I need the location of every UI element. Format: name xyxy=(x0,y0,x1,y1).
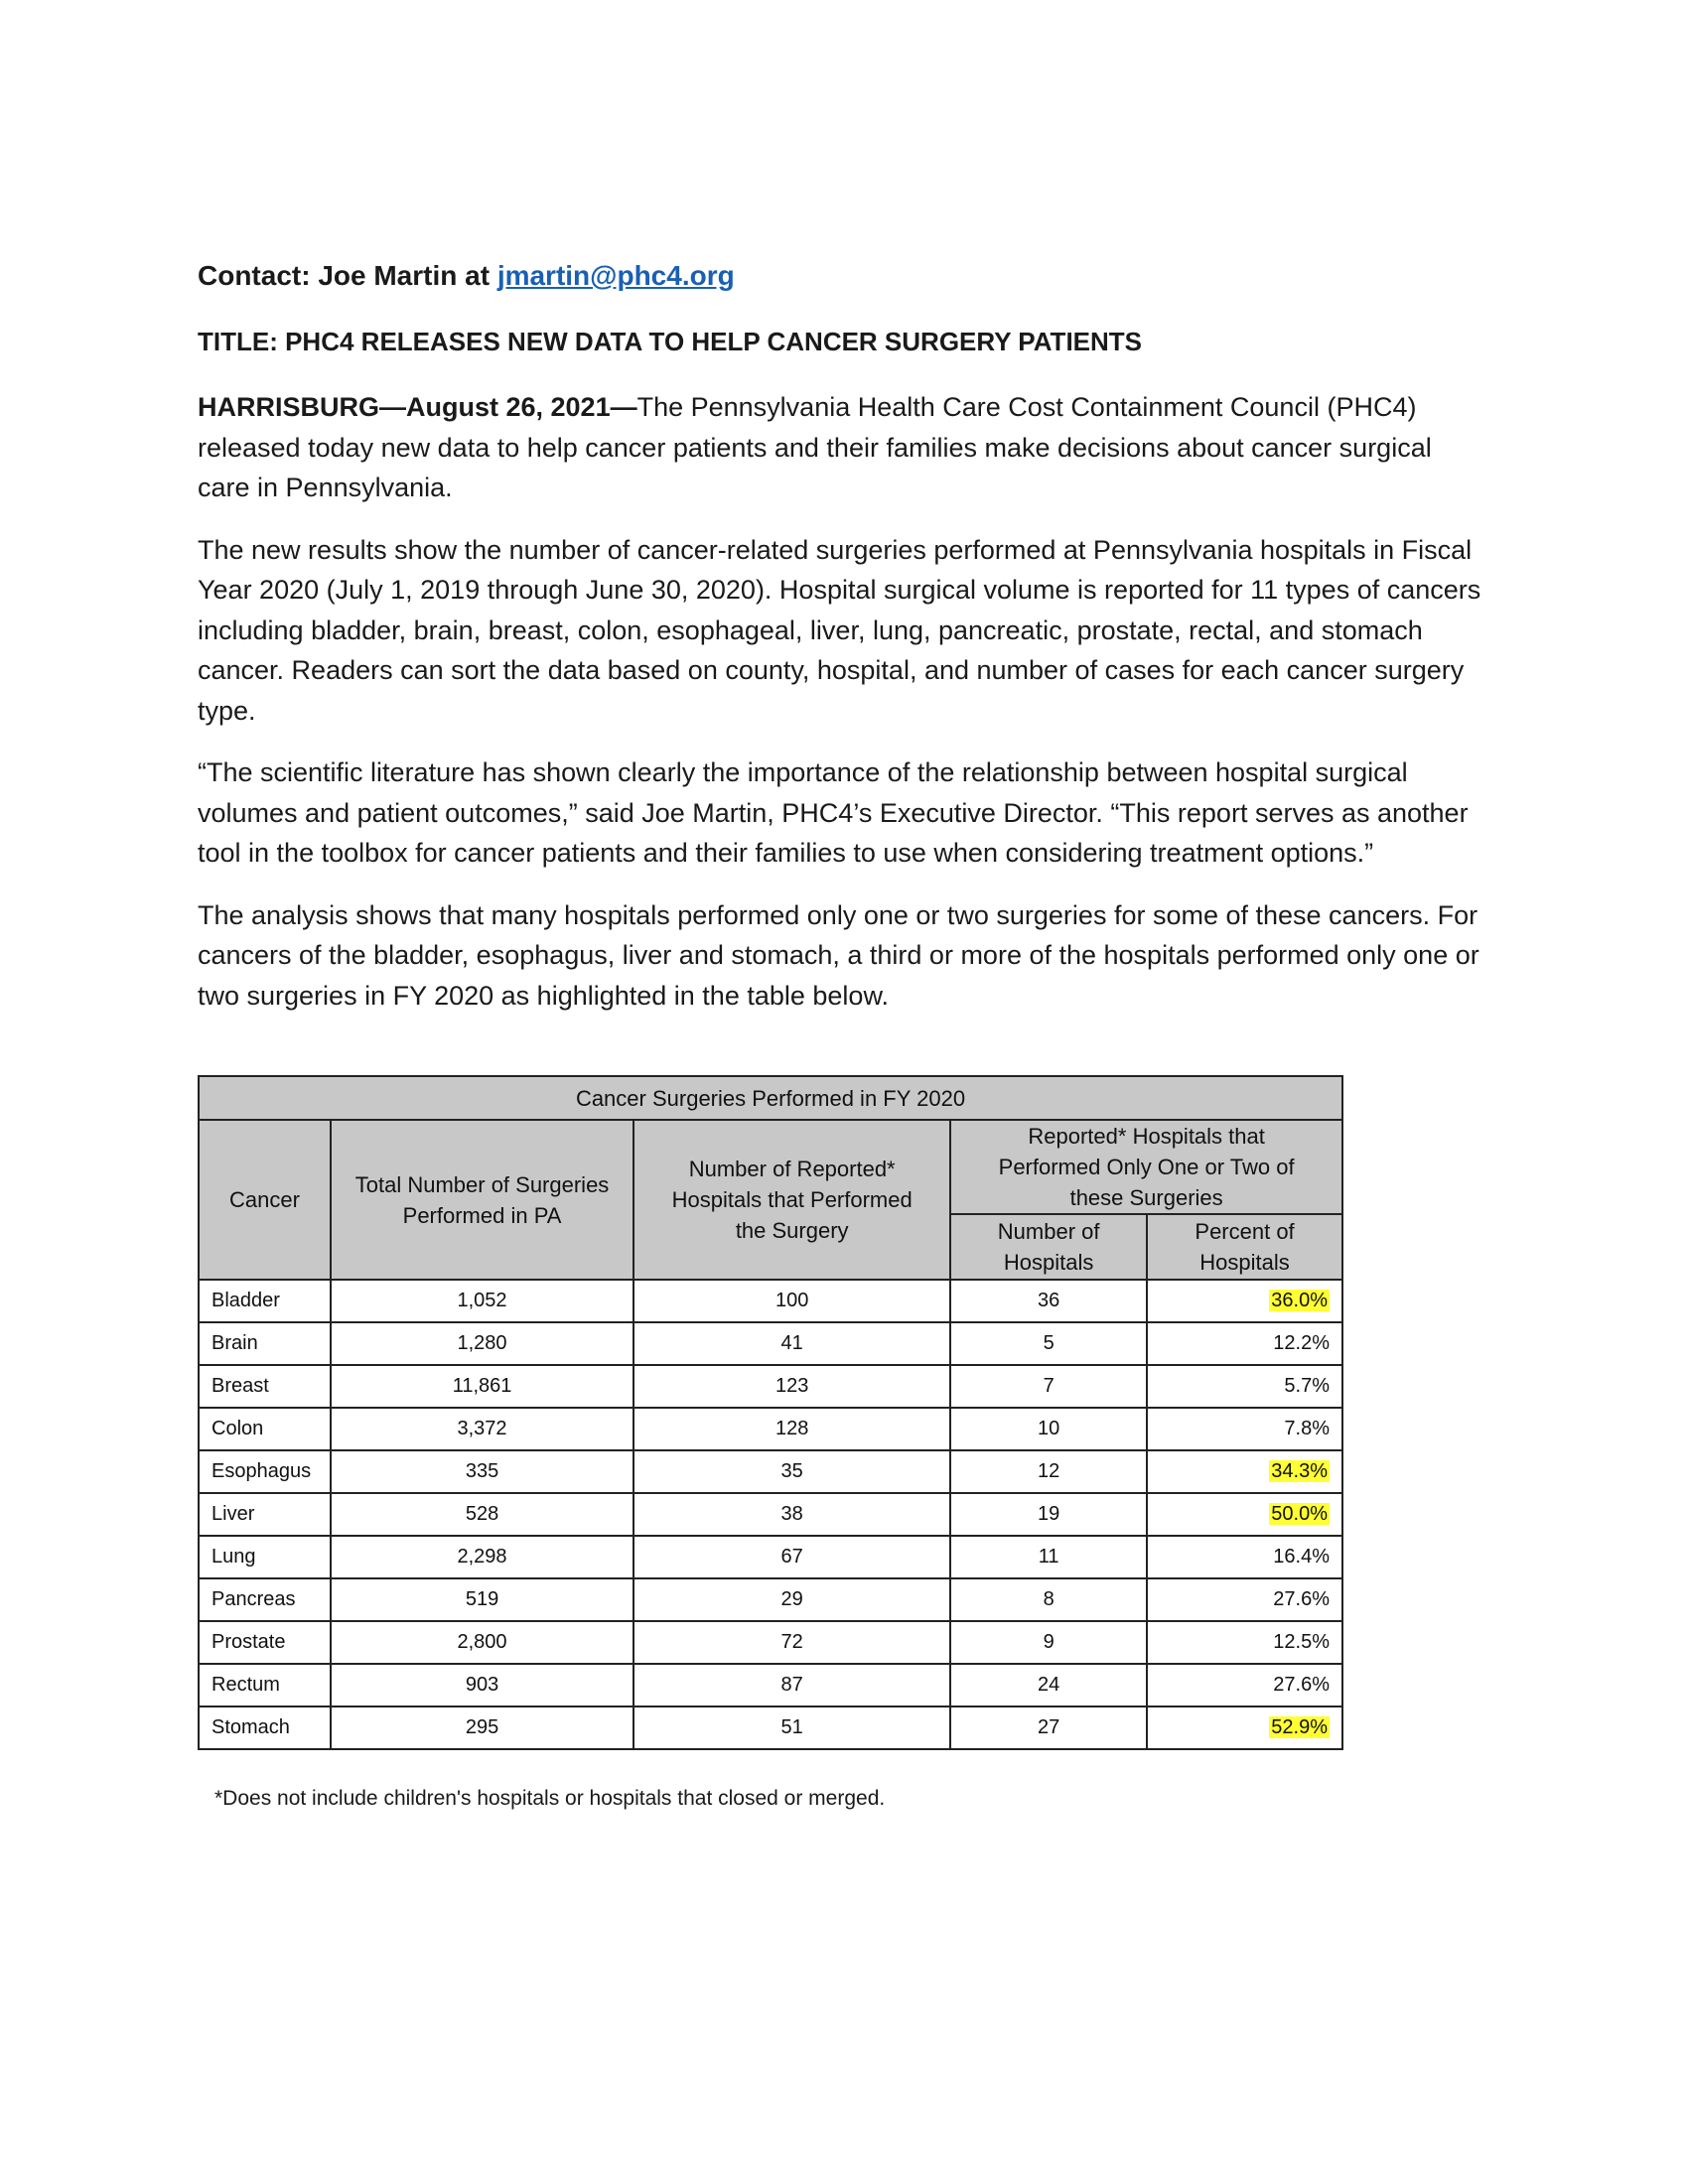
paragraph-4: The analysis shows that many hospitals performed only one or two surgeries for some of these cancers. For cancers of the bladder, esophagus, liver and stomach, a third or more of the hospitals performed only one or two surgeries in FY 2020 as highlighted in the table below. xyxy=(198,899,1479,1011)
cell-num-hospitals: 19 xyxy=(950,1493,1147,1536)
cell-reported: 51 xyxy=(633,1706,950,1749)
cell-cancer: Lung xyxy=(199,1536,331,1578)
cell-num-hospitals: 27 xyxy=(950,1706,1147,1749)
cell-cancer: Stomach xyxy=(199,1706,331,1749)
cell-total: 903 xyxy=(331,1664,633,1706)
table-row xyxy=(199,1493,1342,1536)
cell-reported: 35 xyxy=(633,1450,950,1493)
percent-value: 36.0% xyxy=(1271,1290,1328,1311)
cell-cancer: Prostate xyxy=(199,1621,331,1664)
cell-num-hospitals: 11 xyxy=(950,1536,1147,1578)
cell-pct-hospitals xyxy=(1147,1408,1342,1450)
header-group: Reported* Hospitals that Performed Only One or Two of these Surgeries xyxy=(950,1120,1342,1214)
header-cancer: Cancer xyxy=(199,1120,331,1280)
percent-value: 12.2% xyxy=(1273,1332,1330,1354)
press-release xyxy=(198,256,1488,1037)
table-row xyxy=(199,1578,1342,1621)
table-row xyxy=(199,1621,1342,1664)
cell-num-hospitals: 12 xyxy=(950,1450,1147,1493)
cell-reported: 123 xyxy=(633,1365,950,1408)
paragraph-3: “The scientific literature has shown clearly the importance of the relationship between hospital surgical volumes and patient outcomes,” said Joe Martin, PHC4’s Executive Director. “This report serves as another tool in the toolbox for cancer patients and their families to use when considering treatment options.” xyxy=(198,757,1469,868)
cell-reported: 87 xyxy=(633,1664,950,1706)
header-reported: Number of Reported* Hospitals that Performed the Surgery xyxy=(633,1120,950,1280)
contact-label: Contact: Joe Martin at xyxy=(198,260,491,291)
surgery-table xyxy=(198,1075,1343,1750)
cell-num-hospitals: 5 xyxy=(950,1322,1147,1365)
table-row xyxy=(199,1408,1342,1450)
cell-cancer: Bladder xyxy=(199,1280,331,1322)
cell-pct-hospitals xyxy=(1147,1365,1342,1408)
percent-value: 50.0% xyxy=(1271,1503,1328,1525)
cell-total: 528 xyxy=(331,1493,633,1536)
table-body xyxy=(199,1280,1342,1749)
contact-line xyxy=(198,256,1488,296)
cell-pct-hospitals xyxy=(1147,1706,1342,1749)
cell-total: 295 xyxy=(331,1706,633,1749)
paragraph-1 xyxy=(198,387,1488,508)
percent-value: 27.6% xyxy=(1273,1588,1330,1610)
percent-value: 34.3% xyxy=(1271,1460,1328,1482)
percent-value: 52.9% xyxy=(1271,1716,1328,1738)
paragraph-1-body: The Pennsylvania Health Care Cost Containment Council (PHC4) released today new data to help cancer patients and their families make decisions about cancer surgical care in Pennsylvania. xyxy=(198,392,1432,502)
header-pct-hospitals: Percent of Hospitals xyxy=(1147,1214,1342,1280)
cell-pct-hospitals xyxy=(1147,1621,1342,1664)
cell-num-hospitals: 36 xyxy=(950,1280,1147,1322)
cell-num-hospitals: 9 xyxy=(950,1621,1147,1664)
cell-total: 11,861 xyxy=(331,1365,633,1408)
cell-reported: 72 xyxy=(633,1621,950,1664)
table-row xyxy=(199,1365,1342,1408)
cell-pct-hospitals xyxy=(1147,1280,1342,1322)
cell-pct-hospitals xyxy=(1147,1493,1342,1536)
percent-value: 7.8% xyxy=(1284,1418,1330,1439)
release-title: TITLE: PHC4 RELEASES NEW DATA TO HELP CANCER SURGERY PATIENTS xyxy=(198,327,1143,356)
cell-reported: 41 xyxy=(633,1322,950,1365)
cell-pct-hospitals xyxy=(1147,1536,1342,1578)
cell-pct-hospitals xyxy=(1147,1664,1342,1706)
cell-reported: 128 xyxy=(633,1408,950,1450)
cell-total: 335 xyxy=(331,1450,633,1493)
cell-num-hospitals: 7 xyxy=(950,1365,1147,1408)
paragraph-2: The new results show the number of cancer-related surgeries performed at Pennsylvania hospitals in Fiscal Year 2020 (July 1, 2019 through June 30, 2020). Hospital surgical volume is reported for 11 types of cancers including bladder, brain, breast, colon, esophageal, liver, lung, pancreatic, prostate, rectal, and stomach cancer. Readers can sort the data based on county, hospital, and number of cases for each cancer surgery type. xyxy=(198,534,1481,726)
table-row xyxy=(199,1322,1342,1365)
cell-num-hospitals: 8 xyxy=(950,1578,1147,1621)
percent-value: 27.6% xyxy=(1273,1674,1330,1696)
table-footnote: *Does not include children's hospitals or hospitals that closed or merged. xyxy=(214,1787,886,1810)
cell-reported: 67 xyxy=(633,1536,950,1578)
cell-total: 2,298 xyxy=(331,1536,633,1578)
percent-value: 16.4% xyxy=(1273,1546,1330,1568)
cell-cancer: Esophagus xyxy=(199,1450,331,1493)
header-num-hospitals: Number of Hospitals xyxy=(950,1214,1147,1280)
cell-cancer: Breast xyxy=(199,1365,331,1408)
cell-num-hospitals: 10 xyxy=(950,1408,1147,1450)
cell-reported: 100 xyxy=(633,1280,950,1322)
contact-email-link[interactable]: jmartin@phc4.org xyxy=(496,260,735,291)
table-row xyxy=(199,1450,1342,1493)
cell-cancer: Colon xyxy=(199,1408,331,1450)
table-row xyxy=(199,1536,1342,1578)
cell-cancer: Brain xyxy=(199,1322,331,1365)
cell-pct-hospitals xyxy=(1147,1578,1342,1621)
cell-total: 519 xyxy=(331,1578,633,1621)
cell-cancer: Liver xyxy=(199,1493,331,1536)
percent-value: 12.5% xyxy=(1273,1631,1330,1653)
cell-reported: 29 xyxy=(633,1578,950,1621)
cell-cancer: Pancreas xyxy=(199,1578,331,1621)
table-caption: Cancer Surgeries Performed in FY 2020 xyxy=(199,1076,1342,1120)
cell-total: 3,372 xyxy=(331,1408,633,1450)
cell-num-hospitals: 24 xyxy=(950,1664,1147,1706)
cell-pct-hospitals xyxy=(1147,1322,1342,1365)
table-row xyxy=(199,1664,1342,1706)
cell-pct-hospitals xyxy=(1147,1450,1342,1493)
cell-cancer: Rectum xyxy=(199,1664,331,1706)
table-row xyxy=(199,1280,1342,1322)
table-row xyxy=(199,1706,1342,1749)
cell-total: 1,052 xyxy=(331,1280,633,1322)
cell-total: 1,280 xyxy=(331,1322,633,1365)
dateline: HARRISBURG—August 26, 2021— xyxy=(198,392,637,422)
header-total: Total Number of Surgeries Performed in PA xyxy=(331,1120,633,1280)
percent-value: 5.7% xyxy=(1284,1375,1330,1397)
cell-total: 2,800 xyxy=(331,1621,633,1664)
cell-reported: 38 xyxy=(633,1493,950,1536)
